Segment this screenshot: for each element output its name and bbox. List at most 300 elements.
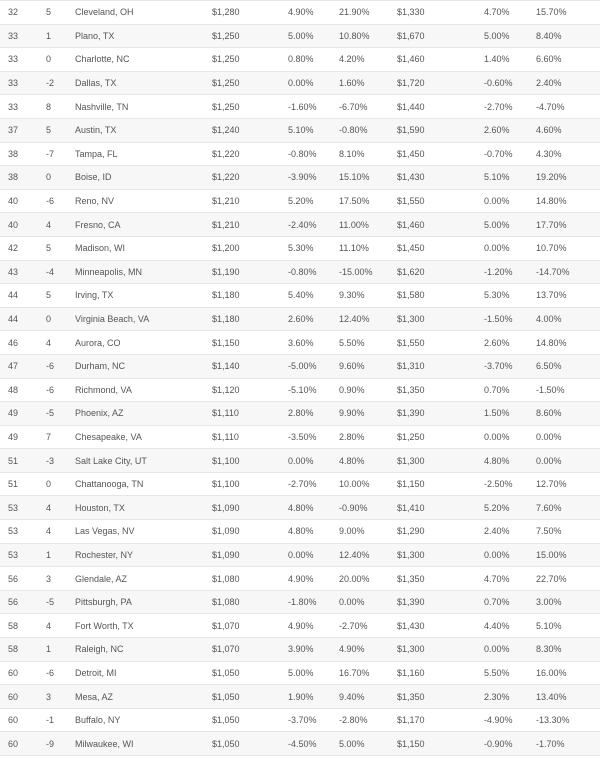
city-cell: Chesapeake, VA xyxy=(75,431,142,442)
table-row xyxy=(0,662,600,686)
rank-change-cell: 4 xyxy=(46,620,52,631)
one-bedroom-monthly-change-cell: 0.00% xyxy=(288,549,314,560)
two-bedroom-rent-cell: $1,460 xyxy=(397,54,425,65)
city-cell: Boise, ID xyxy=(75,172,112,183)
two-bedroom-monthly-change-cell: 0.00% xyxy=(484,243,510,254)
city-cell: Dallas, TX xyxy=(75,78,117,89)
one-bedroom-monthly-change-cell: 5.40% xyxy=(288,290,314,301)
one-bedroom-rent-cell: $1,150 xyxy=(212,337,240,348)
one-bedroom-rent-cell: $1,100 xyxy=(212,455,240,466)
one-bedroom-monthly-change-cell: -5.00% xyxy=(288,361,317,372)
rank-cell: 40 xyxy=(8,219,19,230)
two-bedroom-rent-cell: $1,590 xyxy=(397,125,425,136)
one-bedroom-rent-cell: $1,240 xyxy=(212,125,240,136)
one-bedroom-yearly-change-cell: 12.40% xyxy=(339,549,370,560)
rank-cell: 40 xyxy=(8,196,19,207)
one-bedroom-yearly-change-cell: -2.80% xyxy=(339,715,368,726)
two-bedroom-rent-cell: $1,550 xyxy=(397,337,425,348)
rank-change-cell: 5 xyxy=(46,243,52,254)
table-row xyxy=(0,1,600,25)
rank-cell: 42 xyxy=(8,243,19,254)
two-bedroom-monthly-change-cell: 5.50% xyxy=(484,667,510,678)
one-bedroom-rent-cell: $1,050 xyxy=(212,738,240,749)
one-bedroom-yearly-change-cell: 1.60% xyxy=(339,78,365,89)
city-cell: Irving, TX xyxy=(75,290,114,301)
one-bedroom-yearly-change-cell: 11.10% xyxy=(339,243,369,254)
rank-change-cell: -7 xyxy=(46,148,55,159)
one-bedroom-yearly-change-cell: 15.10% xyxy=(339,172,370,183)
city-cell: Fresno, CA xyxy=(75,219,121,230)
two-bedroom-rent-cell: $1,350 xyxy=(397,573,425,584)
one-bedroom-monthly-change-cell: 0.00% xyxy=(288,455,314,466)
rank-change-cell: 3 xyxy=(46,573,52,584)
one-bedroom-yearly-change-cell: 2.80% xyxy=(339,431,365,442)
two-bedroom-monthly-change-cell: 5.20% xyxy=(484,502,510,513)
two-bedroom-rent-cell: $1,150 xyxy=(397,738,425,749)
two-bedroom-rent-cell: $1,300 xyxy=(397,644,425,655)
one-bedroom-yearly-change-cell: -6.70% xyxy=(339,101,368,112)
two-bedroom-rent-cell: $1,250 xyxy=(397,431,425,442)
table-row xyxy=(0,166,600,190)
two-bedroom-monthly-change-cell: -1.50% xyxy=(484,314,513,325)
one-bedroom-rent-cell: $1,180 xyxy=(212,290,240,301)
city-cell: Tampa, FL xyxy=(75,148,118,159)
rank-change-cell: 0 xyxy=(46,54,52,65)
two-bedroom-yearly-change-cell: 0.00% xyxy=(536,431,562,442)
rank-cell: 60 xyxy=(8,715,19,726)
one-bedroom-rent-cell: $1,050 xyxy=(212,715,240,726)
two-bedroom-monthly-change-cell: 2.60% xyxy=(484,125,510,136)
rank-cell: 51 xyxy=(8,479,19,490)
two-bedroom-yearly-change-cell: 13.40% xyxy=(536,691,567,702)
one-bedroom-yearly-change-cell: 16.70% xyxy=(339,667,370,678)
rank-cell: 33 xyxy=(8,78,19,89)
table-row xyxy=(0,213,600,237)
two-bedroom-monthly-change-cell: 1.40% xyxy=(484,54,510,65)
two-bedroom-rent-cell: $1,300 xyxy=(397,455,425,466)
table-row xyxy=(0,25,600,49)
one-bedroom-monthly-change-cell: 1.90% xyxy=(288,691,314,702)
one-bedroom-monthly-change-cell: 0.00% xyxy=(288,78,314,89)
one-bedroom-monthly-change-cell: 5.10% xyxy=(288,125,314,136)
table-row xyxy=(0,709,600,733)
one-bedroom-yearly-change-cell: 4.90% xyxy=(339,644,365,655)
table-row xyxy=(0,449,600,473)
one-bedroom-rent-cell: $1,100 xyxy=(212,479,240,490)
one-bedroom-rent-cell: $1,090 xyxy=(212,549,240,560)
two-bedroom-rent-cell: $1,300 xyxy=(397,549,425,560)
rank-change-cell: -3 xyxy=(46,455,55,466)
table-body xyxy=(0,1,600,756)
one-bedroom-yearly-change-cell: -2.70% xyxy=(339,620,368,631)
one-bedroom-yearly-change-cell: -15.00% xyxy=(339,266,373,277)
two-bedroom-yearly-change-cell: 17.70% xyxy=(536,219,567,230)
two-bedroom-monthly-change-cell: 5.10% xyxy=(484,172,510,183)
table-row xyxy=(0,520,600,544)
city-cell: Nashville, TN xyxy=(75,101,129,112)
one-bedroom-yearly-change-cell: 5.50% xyxy=(339,337,365,348)
two-bedroom-rent-cell: $1,350 xyxy=(397,691,425,702)
rank-change-cell: 0 xyxy=(46,314,52,325)
one-bedroom-rent-cell: $1,250 xyxy=(212,54,240,65)
table-row xyxy=(0,284,600,308)
one-bedroom-monthly-change-cell: -3.70% xyxy=(288,715,317,726)
one-bedroom-yearly-change-cell: 17.50% xyxy=(339,196,370,207)
table-row xyxy=(0,48,600,72)
table-row xyxy=(0,119,600,143)
two-bedroom-monthly-change-cell: 1.50% xyxy=(484,408,510,419)
table-row xyxy=(0,614,600,638)
rank-cell: 38 xyxy=(8,172,19,183)
rank-cell: 46 xyxy=(8,337,19,348)
city-cell: Aurora, CO xyxy=(75,337,121,348)
two-bedroom-yearly-change-cell: 8.30% xyxy=(536,644,562,655)
rank-change-cell: -4 xyxy=(46,266,55,277)
one-bedroom-rent-cell: $1,120 xyxy=(212,384,240,395)
two-bedroom-monthly-change-cell: 0.00% xyxy=(484,196,510,207)
two-bedroom-yearly-change-cell: 10.70% xyxy=(536,243,567,254)
rank-change-cell: 4 xyxy=(46,526,52,537)
rank-cell: 32 xyxy=(8,7,19,18)
one-bedroom-yearly-change-cell: 12.40% xyxy=(339,314,370,325)
two-bedroom-yearly-change-cell: -13.30% xyxy=(536,715,570,726)
rank-change-cell: 5 xyxy=(46,7,52,18)
rank-change-cell: 3 xyxy=(46,691,52,702)
rank-change-cell: -6 xyxy=(46,384,55,395)
two-bedroom-monthly-change-cell: -3.70% xyxy=(484,361,513,372)
city-cell: Glendale, AZ xyxy=(75,573,128,584)
one-bedroom-rent-cell: $1,220 xyxy=(212,172,240,183)
rank-change-cell: 8 xyxy=(46,101,52,112)
table-row xyxy=(0,95,600,119)
two-bedroom-monthly-change-cell: 0.00% xyxy=(484,644,510,655)
city-cell: Reno, NV xyxy=(75,196,115,207)
two-bedroom-yearly-change-cell: 4.60% xyxy=(536,125,562,136)
rank-change-cell: -1 xyxy=(46,715,55,726)
two-bedroom-rent-cell: $1,300 xyxy=(397,314,425,325)
two-bedroom-monthly-change-cell: -1.20% xyxy=(484,266,513,277)
two-bedroom-yearly-change-cell: 14.80% xyxy=(536,196,567,207)
two-bedroom-rent-cell: $1,620 xyxy=(397,266,425,277)
two-bedroom-rent-cell: $1,550 xyxy=(397,196,425,207)
table-row xyxy=(0,237,600,261)
two-bedroom-monthly-change-cell: -2.70% xyxy=(484,101,513,112)
two-bedroom-yearly-change-cell: 4.30% xyxy=(536,148,562,159)
one-bedroom-monthly-change-cell: 5.00% xyxy=(288,30,314,41)
one-bedroom-rent-cell: $1,190 xyxy=(212,266,240,277)
one-bedroom-monthly-change-cell: -0.80% xyxy=(288,266,317,277)
rank-change-cell: -6 xyxy=(46,196,55,207)
one-bedroom-monthly-change-cell: -3.50% xyxy=(288,431,317,442)
two-bedroom-rent-cell: $1,350 xyxy=(397,384,425,395)
two-bedroom-rent-cell: $1,410 xyxy=(397,502,425,513)
two-bedroom-monthly-change-cell: 4.80% xyxy=(484,455,510,466)
two-bedroom-rent-cell: $1,720 xyxy=(397,78,425,89)
two-bedroom-yearly-change-cell: 12.70% xyxy=(536,479,567,490)
two-bedroom-yearly-change-cell: 2.40% xyxy=(536,78,562,89)
two-bedroom-rent-cell: $1,430 xyxy=(397,172,425,183)
rank-cell: 60 xyxy=(8,667,19,678)
city-cell: Austin, TX xyxy=(75,125,117,136)
one-bedroom-yearly-change-cell: 4.20% xyxy=(339,54,365,65)
rank-cell: 49 xyxy=(8,408,19,419)
rank-cell: 60 xyxy=(8,691,19,702)
rank-cell: 38 xyxy=(8,148,19,159)
one-bedroom-yearly-change-cell: 9.00% xyxy=(339,526,365,537)
one-bedroom-rent-cell: $1,080 xyxy=(212,573,240,584)
one-bedroom-rent-cell: $1,140 xyxy=(212,361,240,372)
two-bedroom-yearly-change-cell: 3.00% xyxy=(536,597,562,608)
one-bedroom-rent-cell: $1,220 xyxy=(212,148,240,159)
two-bedroom-rent-cell: $1,390 xyxy=(397,597,425,608)
two-bedroom-yearly-change-cell: 8.60% xyxy=(536,408,562,419)
rank-cell: 53 xyxy=(8,502,19,513)
city-cell: Plano, TX xyxy=(75,30,115,41)
two-bedroom-monthly-change-cell: 2.60% xyxy=(484,337,510,348)
one-bedroom-yearly-change-cell: -0.90% xyxy=(339,502,368,513)
one-bedroom-monthly-change-cell: 5.20% xyxy=(288,196,314,207)
city-cell: Pittsburgh, PA xyxy=(75,597,132,608)
one-bedroom-monthly-change-cell: -3.90% xyxy=(288,172,317,183)
rank-cell: 58 xyxy=(8,620,19,631)
two-bedroom-yearly-change-cell: 6.60% xyxy=(536,54,562,65)
table-row xyxy=(0,261,600,285)
city-cell: Rochester, NY xyxy=(75,549,134,560)
city-cell: Charlotte, NC xyxy=(75,54,130,65)
two-bedroom-rent-cell: $1,450 xyxy=(397,148,425,159)
one-bedroom-monthly-change-cell: 4.90% xyxy=(288,7,314,18)
table-row xyxy=(0,638,600,662)
two-bedroom-yearly-change-cell: 16.00% xyxy=(536,667,567,678)
two-bedroom-rent-cell: $1,160 xyxy=(397,667,425,678)
rank-cell: 53 xyxy=(8,549,19,560)
rank-cell: 33 xyxy=(8,30,19,41)
two-bedroom-monthly-change-cell: 5.00% xyxy=(484,30,510,41)
one-bedroom-monthly-change-cell: 4.90% xyxy=(288,573,314,584)
table-row xyxy=(0,473,600,497)
two-bedroom-yearly-change-cell: 19.20% xyxy=(536,172,567,183)
two-bedroom-monthly-change-cell: -2.50% xyxy=(484,479,513,490)
one-bedroom-monthly-change-cell: 2.80% xyxy=(288,408,314,419)
one-bedroom-yearly-change-cell: -0.80% xyxy=(339,125,368,136)
one-bedroom-yearly-change-cell: 21.90% xyxy=(339,7,370,18)
one-bedroom-rent-cell: $1,210 xyxy=(212,196,240,207)
one-bedroom-rent-cell: $1,090 xyxy=(212,526,240,537)
rank-cell: 48 xyxy=(8,384,19,395)
two-bedroom-monthly-change-cell: 0.70% xyxy=(484,384,510,395)
one-bedroom-rent-cell: $1,050 xyxy=(212,691,240,702)
two-bedroom-monthly-change-cell: 2.40% xyxy=(484,526,510,537)
one-bedroom-rent-cell: $1,050 xyxy=(212,667,240,678)
table-row xyxy=(0,567,600,591)
two-bedroom-yearly-change-cell: 15.00% xyxy=(536,549,567,560)
two-bedroom-rent-cell: $1,310 xyxy=(397,361,425,372)
two-bedroom-monthly-change-cell: 4.70% xyxy=(484,573,510,584)
table-row xyxy=(0,402,600,426)
one-bedroom-monthly-change-cell: 5.30% xyxy=(288,243,314,254)
table-row xyxy=(0,732,600,756)
one-bedroom-rent-cell: $1,080 xyxy=(212,597,240,608)
two-bedroom-yearly-change-cell: 5.10% xyxy=(536,620,562,631)
one-bedroom-rent-cell: $1,090 xyxy=(212,502,240,513)
city-cell: Mesa, AZ xyxy=(75,691,114,702)
two-bedroom-rent-cell: $1,580 xyxy=(397,290,425,301)
one-bedroom-rent-cell: $1,210 xyxy=(212,219,240,230)
two-bedroom-rent-cell: $1,430 xyxy=(397,620,425,631)
rank-cell: 58 xyxy=(8,644,19,655)
rank-change-cell: 7 xyxy=(46,431,52,442)
one-bedroom-monthly-change-cell: 3.60% xyxy=(288,337,314,348)
two-bedroom-yearly-change-cell: 22.70% xyxy=(536,573,567,584)
one-bedroom-yearly-change-cell: 8.10% xyxy=(339,148,365,159)
two-bedroom-rent-cell: $1,460 xyxy=(397,219,425,230)
two-bedroom-yearly-change-cell: 6.50% xyxy=(536,361,562,372)
two-bedroom-rent-cell: $1,330 xyxy=(397,7,425,18)
one-bedroom-monthly-change-cell: 4.80% xyxy=(288,526,314,537)
rank-cell: 43 xyxy=(8,266,19,277)
one-bedroom-monthly-change-cell: 5.00% xyxy=(288,667,314,678)
table-row xyxy=(0,308,600,332)
one-bedroom-rent-cell: $1,110 xyxy=(212,431,239,442)
one-bedroom-rent-cell: $1,200 xyxy=(212,243,240,254)
rank-change-cell: -5 xyxy=(46,408,55,419)
rank-change-cell: -9 xyxy=(46,738,55,749)
city-cell: Virginia Beach, VA xyxy=(75,314,150,325)
two-bedroom-monthly-change-cell: -0.70% xyxy=(484,148,513,159)
table-row xyxy=(0,544,600,568)
table-row xyxy=(0,190,600,214)
rank-cell: 44 xyxy=(8,314,19,325)
two-bedroom-monthly-change-cell: 0.00% xyxy=(484,431,510,442)
rank-change-cell: 0 xyxy=(46,172,52,183)
rank-change-cell: 1 xyxy=(46,549,52,560)
one-bedroom-yearly-change-cell: 9.60% xyxy=(339,361,365,372)
two-bedroom-rent-cell: $1,170 xyxy=(397,715,425,726)
rank-cell: 37 xyxy=(8,125,19,136)
one-bedroom-yearly-change-cell: 4.80% xyxy=(339,455,365,466)
city-cell: Phoenix, AZ xyxy=(75,408,124,419)
two-bedroom-monthly-change-cell: 4.40% xyxy=(484,620,510,631)
city-cell: Chattanooga, TN xyxy=(75,479,144,490)
rank-change-cell: -5 xyxy=(46,597,55,608)
one-bedroom-monthly-change-cell: -1.80% xyxy=(288,597,317,608)
two-bedroom-yearly-change-cell: 13.70% xyxy=(536,290,567,301)
two-bedroom-yearly-change-cell: 14.80% xyxy=(536,337,567,348)
one-bedroom-rent-cell: $1,280 xyxy=(212,7,240,18)
city-cell: Las Vegas, NV xyxy=(75,526,135,537)
one-bedroom-yearly-change-cell: 9.90% xyxy=(339,408,365,419)
city-cell: Cleveland, OH xyxy=(75,7,134,18)
one-bedroom-yearly-change-cell: 0.90% xyxy=(339,384,365,395)
one-bedroom-yearly-change-cell: 10.00% xyxy=(339,479,370,490)
two-bedroom-rent-cell: $1,440 xyxy=(397,101,425,112)
rank-change-cell: 4 xyxy=(46,502,52,513)
one-bedroom-yearly-change-cell: 10.80% xyxy=(339,30,370,41)
table-row xyxy=(0,143,600,167)
table-row xyxy=(0,685,600,709)
one-bedroom-monthly-change-cell: 2.60% xyxy=(288,314,314,325)
two-bedroom-yearly-change-cell: 0.00% xyxy=(536,455,562,466)
rank-cell: 60 xyxy=(8,738,19,749)
one-bedroom-rent-cell: $1,250 xyxy=(212,101,240,112)
two-bedroom-rent-cell: $1,150 xyxy=(397,479,425,490)
two-bedroom-yearly-change-cell: 7.50% xyxy=(536,526,562,537)
two-bedroom-monthly-change-cell: 5.30% xyxy=(484,290,510,301)
table-row xyxy=(0,496,600,520)
one-bedroom-monthly-change-cell: 0.80% xyxy=(288,54,314,65)
one-bedroom-yearly-change-cell: 9.30% xyxy=(339,290,365,301)
two-bedroom-rent-cell: $1,450 xyxy=(397,243,425,254)
two-bedroom-monthly-change-cell: -4.90% xyxy=(484,715,513,726)
two-bedroom-yearly-change-cell: -14.70% xyxy=(536,266,570,277)
one-bedroom-yearly-change-cell: 11.00% xyxy=(339,219,369,230)
one-bedroom-monthly-change-cell: -1.60% xyxy=(288,101,317,112)
rank-cell: 33 xyxy=(8,101,19,112)
rank-change-cell: 0 xyxy=(46,479,52,490)
rank-change-cell: 5 xyxy=(46,290,52,301)
city-cell: Salt Lake City, UT xyxy=(75,455,147,466)
two-bedroom-monthly-change-cell: -0.60% xyxy=(484,78,513,89)
two-bedroom-monthly-change-cell: 5.00% xyxy=(484,219,510,230)
one-bedroom-yearly-change-cell: 5.00% xyxy=(339,738,365,749)
table-row xyxy=(0,355,600,379)
two-bedroom-rent-cell: $1,290 xyxy=(397,526,425,537)
two-bedroom-rent-cell: $1,670 xyxy=(397,30,425,41)
city-cell: Buffalo, NY xyxy=(75,715,121,726)
two-bedroom-yearly-change-cell: 4.00% xyxy=(536,314,562,325)
one-bedroom-rent-cell: $1,070 xyxy=(212,620,240,631)
rank-change-cell: 4 xyxy=(46,337,52,348)
rank-cell: 47 xyxy=(8,361,19,372)
one-bedroom-monthly-change-cell: 3.90% xyxy=(288,644,314,655)
one-bedroom-rent-cell: $1,110 xyxy=(212,408,239,419)
one-bedroom-rent-cell: $1,250 xyxy=(212,30,240,41)
two-bedroom-yearly-change-cell: -4.70% xyxy=(536,101,565,112)
rank-change-cell: -6 xyxy=(46,667,55,678)
two-bedroom-monthly-change-cell: -0.90% xyxy=(484,738,513,749)
two-bedroom-yearly-change-cell: 8.40% xyxy=(536,30,562,41)
one-bedroom-monthly-change-cell: 4.80% xyxy=(288,502,314,513)
one-bedroom-monthly-change-cell: -2.70% xyxy=(288,479,317,490)
city-cell: Richmond, VA xyxy=(75,384,132,395)
city-cell: Durham, NC xyxy=(75,361,126,372)
one-bedroom-yearly-change-cell: 9.40% xyxy=(339,691,365,702)
rank-cell: 44 xyxy=(8,290,19,301)
two-bedroom-monthly-change-cell: 4.70% xyxy=(484,7,510,18)
city-cell: Fort Worth, TX xyxy=(75,620,134,631)
one-bedroom-monthly-change-cell: -4.50% xyxy=(288,738,317,749)
rank-change-cell: 1 xyxy=(46,644,52,655)
two-bedroom-yearly-change-cell: -1.70% xyxy=(536,738,565,749)
one-bedroom-yearly-change-cell: 20.00% xyxy=(339,573,370,584)
rank-change-cell: 5 xyxy=(46,125,52,136)
rank-cell: 49 xyxy=(8,431,19,442)
two-bedroom-rent-cell: $1,390 xyxy=(397,408,425,419)
one-bedroom-monthly-change-cell: -2.40% xyxy=(288,219,317,230)
one-bedroom-yearly-change-cell: 0.00% xyxy=(339,597,365,608)
rank-cell: 56 xyxy=(8,597,19,608)
city-cell: Madison, WI xyxy=(75,243,126,254)
table-row xyxy=(0,379,600,403)
two-bedroom-yearly-change-cell: 15.70% xyxy=(536,7,567,18)
rank-change-cell: -6 xyxy=(46,361,55,372)
two-bedroom-monthly-change-cell: 0.70% xyxy=(484,597,510,608)
city-cell: Detroit, MI xyxy=(75,667,117,678)
one-bedroom-rent-cell: $1,070 xyxy=(212,644,240,655)
city-cell: Raleigh, NC xyxy=(75,644,124,655)
rank-cell: 56 xyxy=(8,573,19,584)
table-row xyxy=(0,591,600,615)
